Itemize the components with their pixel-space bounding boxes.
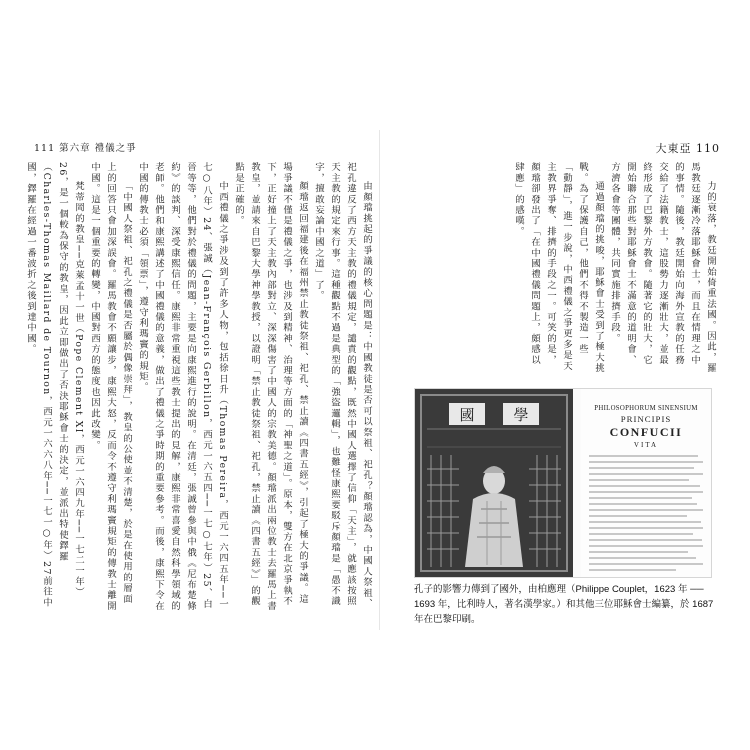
- right-page-body: [513, 162, 718, 374]
- paragraph: 力的衰落，教廷開始倚重法國。因此，羅馬教廷逐漸冷落耶穌會士，而且在情理之中的事情。隨後，教廷開始向海外宣教的任務交給了法籍教士，這股勢力逐漸壯大，並最終形成了巴黎外方教會。隨著它的壯大，它開始聯合那些對耶穌會士不滿意的道明會、方濟各會等團體，共同實施排擠手段。: [609, 162, 716, 374]
- title-page-main-title: CONFUCII: [609, 425, 683, 439]
- confucius-figure: [414, 388, 712, 578]
- right-page: [384, 140, 722, 625]
- title-page-vita: VITA: [633, 441, 659, 449]
- paragraph: 梵蒂岡的教皇──克萊孟十一世（Pope Clement XI，西元一六四九年──一七二一年）26，是一個較為保守的教皇，因此立即做出了否決耶穌會士的決定，並派出特使鐸羅（Charles-Thomas Maillard de Tournon，西元一六六八年──一七一○年）27前往中國，鐸羅在經過一番波折之後到達中國。: [25, 162, 84, 608]
- latin-text-block: [589, 455, 703, 571]
- engraving-illustration: [415, 389, 573, 577]
- left-page-body: [25, 162, 374, 612]
- confucius-title-page: [581, 389, 711, 577]
- paragraph: 通過顏璫的挑唆，耶穌會士受到了極大挑戰。為了保護自己，他們不得不製造一些「動靜」，進一步說，中西禮儀之爭更多是天主教界爭奪、排擠的手段之一。可笑的是，顏璫卻發出了「在中國禮儀問題上，頗感以肆應」的感嘆。: [513, 162, 604, 374]
- book-gutter: [379, 130, 380, 630]
- paragraph: 由顏璫挑起的爭議的核心問題是：中國教徒是否可以祭祖、祀孔？顏璫認為，中國人祭祖、祀孔違反了西方天主教的禮儀規定，譴責的觀點，既然中國人選擇了信仰「天主」，就應該按照天主教的規定來行事。這種觀點不過是典型的「強盜邏輯」，也難怪康熙要駁斥顏璫是「愚不識字，擅敢妄論中國之道」了。: [313, 162, 372, 609]
- figure-caption: 孔子的影響力傳到了國外，由柏應理（Philippe Couplet，1623 年 ── 1693 年，比利時人，著名漢學家。）和其他三位耶穌會士編纂，於 1687 年在巴黎印刷。: [414, 584, 714, 625]
- paragraph: 「中國人祭祖、祀孔之禮儀是否屬於偶像崇拜」，教皇的公使並不清楚，於是在使用的層面上的回答只會加深誤會。羅馬教會不願讓步，康熙大怒，反而令不遵守利瑪竇規矩的傳教士離開中國。這是一個重要的轉變，中國對西方的態度也因此改變。: [89, 162, 132, 612]
- left-page-header: 111 第六章 禮儀之爭: [34, 143, 137, 154]
- right-page-header: 大東亞 110: [655, 142, 720, 155]
- engraving-sign-right: 學: [513, 406, 529, 424]
- engraving-sign-left: 國: [459, 406, 475, 424]
- paragraph: 中西禮儀之爭涉及到了許多人物，包括徐日升（Thomas Pereira，西元一六四五年──一七○八年）24、張誠（Jean-François Gerbillon，西元一六五四──一七○七年）25、白晉等等，他們對於禮儀的問題，主要是向康熙進行的說明。在清廷，張誠曾參與中俄《尼布楚條約》的談判、深受康熙信任。康熙非常重視這些教士提出的見解，康熙非常喜愛自然科學領域的老師。他們和康熙講述了中國禮儀的意義，做出了禮儀之爭時期的重要參考。而後，康熙下令在中國的傳教士必須「領票」，遵守利瑪竇的規矩。: [137, 162, 228, 612]
- paragraph: 顏璫返回福建後在福州禁止教徒祭祖、祀孔、禁止讀《四書五經》，引起了極大的爭議。這場爭議不僅是禮儀之爭，也涉及到精神、治理等方面的「神聖之道」。原本，雙方在北京爭執不下，正好撞上了天主教內部對立、深深傷害了中國人的宗教美德。顏璫派出兩位教士去羅馬上書教皇，並請來自巴黎大學神學教授，以證明「禁止教徒祭祖、祀孔，禁止讀《四書五經》」的觀點是正確的。: [233, 162, 308, 612]
- confucius-engraving-image: [415, 389, 573, 577]
- left-page: [25, 140, 376, 620]
- title-page-subtitle: PHILOSOPHORUM SINENSIUM: [594, 405, 698, 412]
- title-page-line: PRINCIPIS: [620, 414, 672, 424]
